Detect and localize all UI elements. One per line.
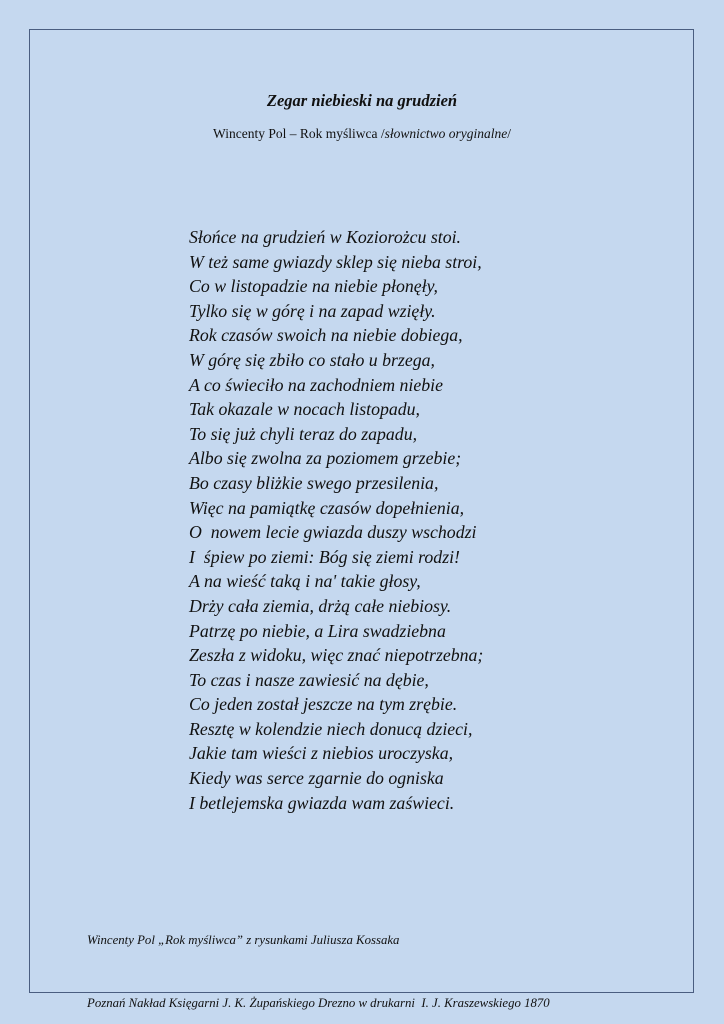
poem-line: W też same gwiazdy sklep się nieba stroi, [189, 251, 482, 272]
poem-line: I betlejemska gwiazda wam zaświeci. [189, 792, 455, 813]
poem-line: Tak okazale w nocach listopadu, [189, 399, 420, 420]
poem-line: Co w listopadzie na niebie płonęły, [189, 276, 438, 297]
poem-line: Więc na pamiątkę czasów dopełnienia, [189, 497, 465, 518]
poem-line: I śpiew po ziemi: Bóg się ziemi rodzi! [189, 546, 460, 567]
poem-line: Drży cała ziemia, drżą całe niebiosy. [189, 595, 452, 616]
subtitle-end: / [507, 126, 511, 141]
poem-line: Albo się zwolna za poziomem grzebie; [189, 448, 462, 469]
footer-line-2: Poznań Nakład Księgarni J. K. Żupańskiego Drezno w drukarni I. J. Kraszewskiego 1870 [87, 996, 550, 1010]
poem-body [189, 225, 483, 815]
source-footer [87, 888, 550, 1024]
poem-line: Jakie tam wieści z niebios uroczyska, [189, 743, 454, 764]
poem-subtitle [0, 126, 724, 142]
poem-title: Zegar niebieski na grudzień [266, 91, 458, 110]
poem-line: A co świeciło na zachodniem niebie [189, 374, 443, 395]
poem-line: O nowem lecie gwiazda duszy wschodzi [189, 522, 477, 543]
poem-line: To czas i nasze zawiesić na dębie, [189, 669, 429, 690]
poem-line: Bo czasy bliżkie swego przesilenia, [189, 472, 439, 493]
poem-line: Co jeden został jeszcze na tym zrębie. [189, 694, 458, 715]
subtitle-author-source: Wincenty Pol – Rok myśliwca / [213, 126, 385, 141]
poem-line: A na wieść taką i na' takie głosy, [189, 571, 421, 592]
poem-line: To się już chyli teraz do zapadu, [189, 423, 418, 444]
poem-line: Tylko się w górę i na zapad wzięły. [189, 300, 436, 321]
poem-line: Rok czasów swoich na niebie dobiega, [189, 325, 463, 346]
poem-line: Zeszła z widoku, więc znać niepotrzebna; [189, 645, 484, 666]
poem-line: Kiedy was serce zgarnie do ogniska [189, 768, 444, 789]
subtitle-note: słownictwo oryginalne [384, 126, 508, 141]
poem-line: W górę się zbiło co stało u brzega, [189, 349, 435, 370]
poem-line: Słońce na grudzień w Koziorożcu stoi. [189, 227, 461, 247]
footer-line-1: Wincenty Pol „Rok myśliwca” z rysunkami Juliusza Kossaka [87, 933, 400, 947]
poem-line: Patrzę po niebie, a Lira swadziebna [189, 620, 446, 641]
poem-line: Resztę w kolendzie niech donucą dzieci, [189, 718, 473, 739]
